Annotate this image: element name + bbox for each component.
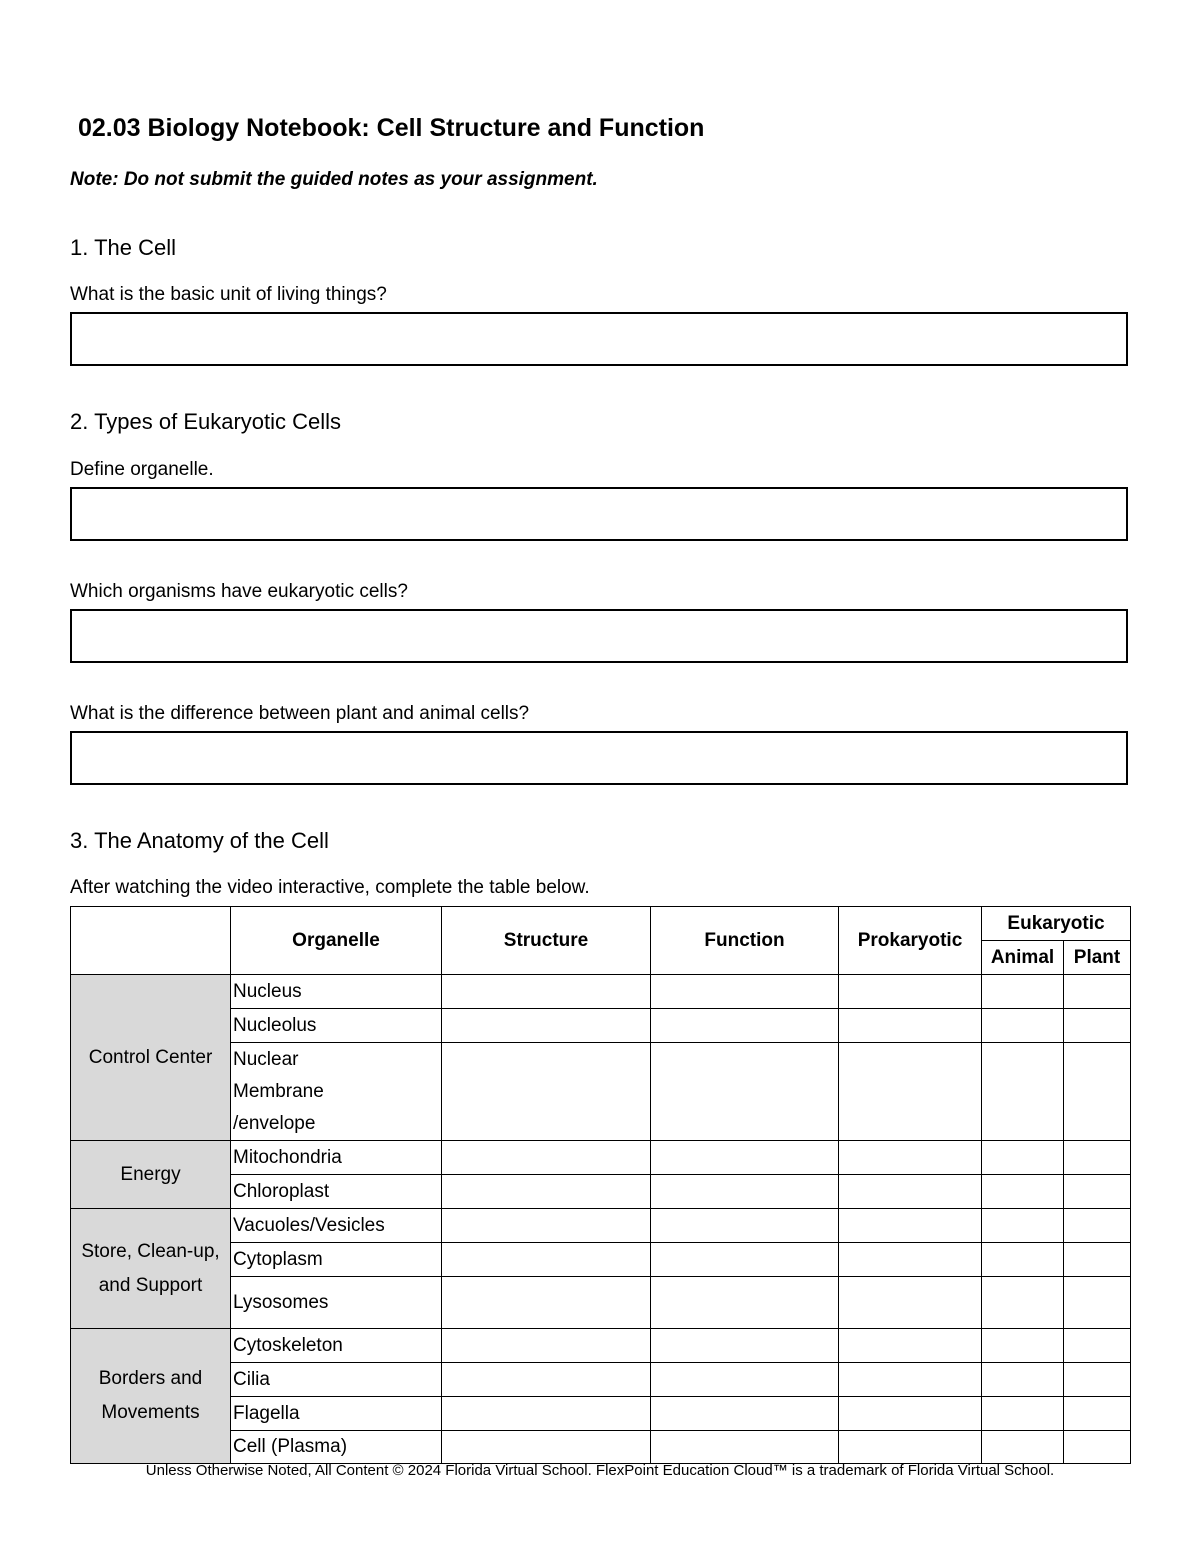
structure-cell[interactable] bbox=[442, 1397, 651, 1431]
section-heading-anatomy: 3. The Anatomy of the Cell bbox=[70, 828, 329, 853]
section-heading-eukaryotic-types: 2. Types of Eukaryotic Cells bbox=[70, 409, 342, 434]
header-organelle: Organelle bbox=[231, 907, 442, 975]
function-cell[interactable] bbox=[651, 1431, 839, 1464]
table-row bbox=[71, 975, 1131, 1009]
structure-cell[interactable] bbox=[442, 1209, 651, 1243]
organelle-label: Nucleus bbox=[231, 975, 442, 1009]
function-cell[interactable] bbox=[651, 1209, 839, 1243]
question-plant-vs-animal: What is the difference between plant and animal cells? bbox=[70, 703, 530, 724]
organelle-label: Cytoskeleton bbox=[231, 1329, 442, 1363]
organelle-label: Mitochondria bbox=[231, 1141, 442, 1175]
answer-box-basic-unit[interactable] bbox=[70, 312, 1128, 366]
prokaryotic-cell[interactable] bbox=[839, 1243, 982, 1277]
function-cell[interactable] bbox=[651, 1009, 839, 1043]
header-plant: Plant bbox=[1064, 941, 1131, 975]
prokaryotic-cell[interactable] bbox=[839, 1363, 982, 1397]
prokaryotic-cell[interactable] bbox=[839, 1043, 982, 1141]
table-row bbox=[71, 1329, 1131, 1363]
animal-cell[interactable] bbox=[982, 1175, 1064, 1209]
header-blank bbox=[71, 907, 231, 975]
category-control-center: Control Center bbox=[71, 975, 231, 1141]
animal-cell[interactable] bbox=[982, 1009, 1064, 1043]
category-store-cleanup-support: Store, Clean-up, and Support bbox=[71, 1209, 231, 1329]
structure-cell[interactable] bbox=[442, 1175, 651, 1209]
header-prokaryotic: Prokaryotic bbox=[839, 907, 982, 975]
organelle-label: Cell (Plasma) bbox=[231, 1431, 442, 1464]
prokaryotic-cell[interactable] bbox=[839, 975, 982, 1009]
structure-cell[interactable] bbox=[442, 1141, 651, 1175]
function-cell[interactable] bbox=[651, 1329, 839, 1363]
structure-cell[interactable] bbox=[442, 1009, 651, 1043]
animal-cell[interactable] bbox=[982, 1277, 1064, 1329]
answer-box-define-organelle[interactable] bbox=[70, 487, 1128, 541]
organelle-label: Chloroplast bbox=[231, 1175, 442, 1209]
structure-cell[interactable] bbox=[442, 1431, 651, 1464]
structure-cell[interactable] bbox=[442, 1363, 651, 1397]
copyright-footer: Unless Otherwise Noted, All Content © 2024 Florida Virtual School. FlexPoint Education Cloud™ is a trademark of Florida Virtual School. bbox=[145, 1462, 1055, 1479]
function-cell[interactable] bbox=[651, 975, 839, 1009]
prokaryotic-cell[interactable] bbox=[839, 1175, 982, 1209]
plant-cell[interactable] bbox=[1064, 975, 1131, 1009]
plant-cell[interactable] bbox=[1064, 1209, 1131, 1243]
answer-box-eukaryotic-organisms[interactable] bbox=[70, 609, 1128, 663]
section-heading-the-cell: 1. The Cell bbox=[70, 235, 176, 260]
organelle-label: Nuclear Membrane /envelope bbox=[231, 1043, 442, 1141]
function-cell[interactable] bbox=[651, 1397, 839, 1431]
animal-cell[interactable] bbox=[982, 1363, 1064, 1397]
animal-cell[interactable] bbox=[982, 1397, 1064, 1431]
plant-cell[interactable] bbox=[1064, 1043, 1131, 1141]
table-row bbox=[71, 1209, 1131, 1243]
category-borders-movements: Borders and Movements bbox=[71, 1329, 231, 1464]
header-eukaryotic: Eukaryotic bbox=[982, 907, 1131, 941]
question-basic-unit: What is the basic unit of living things? bbox=[70, 284, 387, 305]
animal-cell[interactable] bbox=[982, 975, 1064, 1009]
prokaryotic-cell[interactable] bbox=[839, 1209, 982, 1243]
plant-cell[interactable] bbox=[1064, 1363, 1131, 1397]
prokaryotic-cell[interactable] bbox=[839, 1397, 982, 1431]
header-structure: Structure bbox=[442, 907, 651, 975]
table-row bbox=[71, 1141, 1131, 1175]
plant-cell[interactable] bbox=[1064, 1009, 1131, 1043]
submission-note: Note: Do not submit the guided notes as your assignment. bbox=[70, 169, 598, 190]
structure-cell[interactable] bbox=[442, 1243, 651, 1277]
function-cell[interactable] bbox=[651, 1277, 839, 1329]
prokaryotic-cell[interactable] bbox=[839, 1277, 982, 1329]
plant-cell[interactable] bbox=[1064, 1397, 1131, 1431]
function-cell[interactable] bbox=[651, 1043, 839, 1141]
answer-box-plant-vs-animal[interactable] bbox=[70, 731, 1128, 785]
plant-cell[interactable] bbox=[1064, 1277, 1131, 1329]
plant-cell[interactable] bbox=[1064, 1243, 1131, 1277]
animal-cell[interactable] bbox=[982, 1209, 1064, 1243]
prokaryotic-cell[interactable] bbox=[839, 1009, 982, 1043]
question-eukaryotic-organisms: Which organisms have eukaryotic cells? bbox=[70, 581, 408, 602]
structure-cell[interactable] bbox=[442, 1277, 651, 1329]
function-cell[interactable] bbox=[651, 1141, 839, 1175]
animal-cell[interactable] bbox=[982, 1243, 1064, 1277]
plant-cell[interactable] bbox=[1064, 1175, 1131, 1209]
function-cell[interactable] bbox=[651, 1363, 839, 1397]
structure-cell[interactable] bbox=[442, 1043, 651, 1141]
prokaryotic-cell[interactable] bbox=[839, 1329, 982, 1363]
structure-cell[interactable] bbox=[442, 1329, 651, 1363]
plant-cell[interactable] bbox=[1064, 1141, 1131, 1175]
prokaryotic-cell[interactable] bbox=[839, 1141, 982, 1175]
table-instruction: After watching the video interactive, complete the table below. bbox=[70, 877, 590, 898]
animal-cell[interactable] bbox=[982, 1043, 1064, 1141]
structure-cell[interactable] bbox=[442, 975, 651, 1009]
animal-cell[interactable] bbox=[982, 1141, 1064, 1175]
animal-cell[interactable] bbox=[982, 1431, 1064, 1464]
prokaryotic-cell[interactable] bbox=[839, 1431, 982, 1464]
function-cell[interactable] bbox=[651, 1243, 839, 1277]
organelle-label: Lysosomes bbox=[231, 1277, 442, 1329]
plant-cell[interactable] bbox=[1064, 1431, 1131, 1464]
organelle-label: Vacuoles/Vesicles bbox=[231, 1209, 442, 1243]
question-define-organelle: Define organelle. bbox=[70, 459, 214, 480]
organelle-label: Cilia bbox=[231, 1363, 442, 1397]
category-energy: Energy bbox=[71, 1141, 231, 1209]
function-cell[interactable] bbox=[651, 1175, 839, 1209]
organelle-label: Flagella bbox=[231, 1397, 442, 1431]
plant-cell[interactable] bbox=[1064, 1329, 1131, 1363]
organelle-table bbox=[70, 906, 1131, 1464]
header-animal: Animal bbox=[982, 941, 1064, 975]
organelle-label: Nucleolus bbox=[231, 1009, 442, 1043]
header-function: Function bbox=[651, 907, 839, 975]
page-title: 02.03 Biology Notebook: Cell Structure and Function bbox=[78, 114, 705, 142]
organelle-label: Cytoplasm bbox=[231, 1243, 442, 1277]
animal-cell[interactable] bbox=[982, 1329, 1064, 1363]
